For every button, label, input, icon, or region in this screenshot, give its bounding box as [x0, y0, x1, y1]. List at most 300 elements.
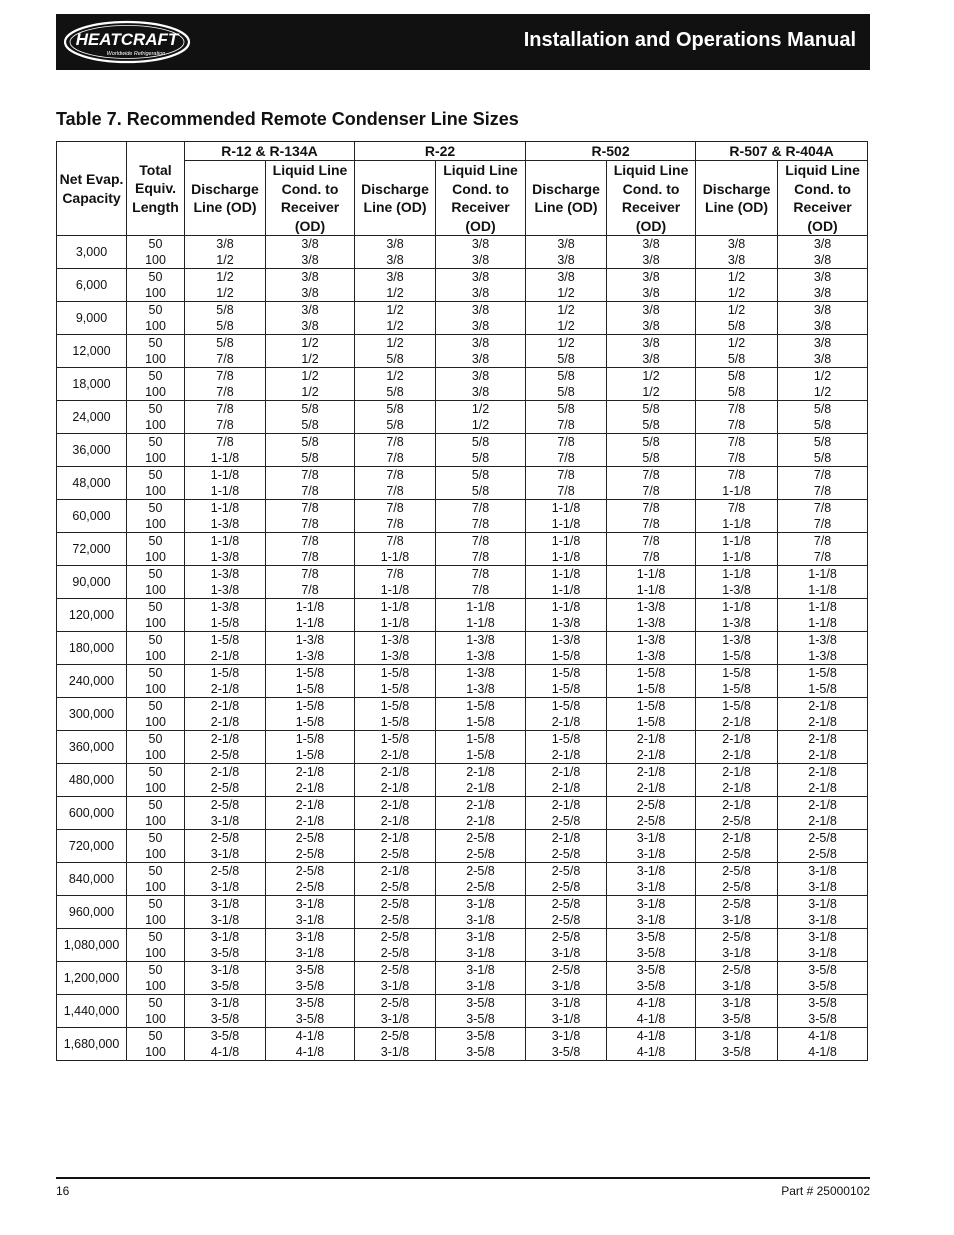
- liquid-line-cell: [778, 467, 868, 500]
- line-size-value: 1-3/8: [466, 649, 495, 664]
- table-row: [57, 1028, 868, 1061]
- footer-divider: [56, 1177, 870, 1179]
- line-size-value: 2-1/8: [380, 781, 410, 796]
- liquid-line-cell: [266, 236, 355, 269]
- length-value: 50: [148, 831, 163, 846]
- line-size-value: 1-3/8: [636, 600, 666, 615]
- line-size-value: 2-1/8: [295, 781, 325, 796]
- line-size-value: 2-5/8: [722, 880, 751, 895]
- length-cell: [127, 797, 185, 830]
- line-size-value: 1-5/8: [722, 666, 751, 681]
- discharge-line-cell: [185, 269, 266, 302]
- length-cell: [127, 929, 185, 962]
- line-size-value: 2-1/8: [636, 732, 666, 747]
- discharge-line-cell: [355, 335, 436, 368]
- line-size-value: 7/8: [386, 451, 404, 466]
- liquid-line-cell: [436, 665, 526, 698]
- line-size-value: 3-1/8: [295, 913, 325, 928]
- line-size-value: 2-1/8: [466, 814, 495, 829]
- line-size-value: 3-1/8: [295, 946, 325, 961]
- discharge-line-cell: [185, 1028, 266, 1061]
- liquid-line-cell: [778, 401, 868, 434]
- discharge-line-cell: [355, 665, 436, 698]
- discharge-line-cell: [355, 698, 436, 731]
- line-size-value: 1-5/8: [636, 682, 666, 697]
- discharge-line-cell: [355, 566, 436, 599]
- line-size-value: 2-1/8: [210, 715, 240, 730]
- line-size-value: 2-1/8: [551, 715, 581, 730]
- length-value: 50: [148, 435, 163, 450]
- discharge-line-cell: [526, 632, 607, 665]
- line-size-value: 2-1/8: [808, 798, 837, 813]
- length-cell: [127, 434, 185, 467]
- discharge-line-cell: [185, 731, 266, 764]
- table-row: [57, 863, 868, 896]
- line-size-value: 5/8: [557, 402, 575, 417]
- line-size-value: 1/2: [471, 402, 490, 417]
- table-row: [57, 896, 868, 929]
- line-size-value: 2-5/8: [808, 831, 837, 846]
- line-size-value: 1-1/8: [210, 484, 240, 499]
- discharge-line-cell: [355, 467, 436, 500]
- line-size-value: 5/8: [216, 336, 234, 351]
- line-size-value: 1-3/8: [210, 550, 240, 565]
- length-cell: [127, 302, 185, 335]
- line-size-value: 4-1/8: [636, 1045, 666, 1060]
- line-size-value: 7/8: [642, 484, 660, 499]
- liquid-line-cell: [778, 434, 868, 467]
- line-size-value: 2-5/8: [380, 847, 410, 862]
- line-size-value: 1/2: [727, 270, 746, 285]
- line-size-value: 7/8: [216, 385, 234, 400]
- line-size-value: 1-1/8: [210, 468, 240, 483]
- length-cell: [127, 665, 185, 698]
- line-size-value: 1-5/8: [808, 666, 837, 681]
- length-value: 100: [145, 1012, 166, 1027]
- line-size-value: 1-5/8: [466, 699, 495, 714]
- length-value: 100: [145, 253, 166, 268]
- liquid-line-cell: [778, 335, 868, 368]
- capacity-cell: 600,000: [57, 797, 127, 830]
- discharge-line-cell: [185, 632, 266, 665]
- line-size-value: 3-1/8: [808, 946, 837, 961]
- line-size-value: 2-5/8: [210, 798, 240, 813]
- line-size-value: 1-5/8: [210, 616, 240, 631]
- discharge-line-cell: [526, 995, 607, 1028]
- discharge-line-cell: [526, 764, 607, 797]
- line-size-value: 1-1/8: [722, 567, 751, 582]
- liquid-line-cell: [778, 500, 868, 533]
- line-size-value: 5/8: [642, 451, 660, 466]
- length-cell: [127, 368, 185, 401]
- line-size-value: 2-1/8: [722, 732, 751, 747]
- discharge-line-cell: [696, 830, 778, 863]
- discharge-line-cell: [526, 896, 607, 929]
- length-cell: [127, 764, 185, 797]
- line-size-value: 7/8: [557, 484, 575, 499]
- discharge-line-cell: [355, 896, 436, 929]
- discharge-line-cell: [185, 533, 266, 566]
- line-size-value: 3-5/8: [808, 996, 837, 1011]
- liquid-line-cell: [607, 929, 696, 962]
- line-size-value: 5/8: [557, 385, 575, 400]
- discharge-line-cell: [185, 599, 266, 632]
- line-size-value: 2-5/8: [466, 864, 495, 879]
- liquid-line-cell: [436, 467, 526, 500]
- liquid-line-cell: [607, 401, 696, 434]
- line-size-value: 2-5/8: [551, 963, 581, 978]
- discharge-line-cell: [185, 863, 266, 896]
- discharge-line-cell: [185, 401, 266, 434]
- discharge-line-cell: [696, 731, 778, 764]
- discharge-line-cell: [696, 368, 778, 401]
- line-size-value: 7/8: [471, 567, 490, 582]
- capacity-cell: 12,000: [57, 335, 127, 368]
- line-size-value: 3-5/8: [210, 1012, 240, 1027]
- table-row: [57, 401, 868, 434]
- line-size-value: 1-5/8: [210, 666, 240, 681]
- discharge-line-cell: [526, 698, 607, 731]
- line-size-value: 1-1/8: [808, 583, 837, 598]
- liquid-line-cell: [266, 368, 355, 401]
- line-size-value: 1-1/8: [551, 567, 581, 582]
- line-size-value: 7/8: [642, 534, 660, 549]
- line-size-value: 3-1/8: [636, 831, 666, 846]
- line-size-value: 3-1/8: [636, 864, 666, 879]
- discharge-line-cell: [696, 1028, 778, 1061]
- length-value: 100: [145, 319, 166, 334]
- liquid-line-cell: [778, 302, 868, 335]
- line-size-value: 7/8: [642, 501, 660, 516]
- line-size-value: 3-5/8: [210, 1029, 240, 1044]
- line-size-value: 3-1/8: [210, 847, 240, 862]
- discharge-line-cell: [185, 236, 266, 269]
- line-size-value: 4-1/8: [636, 1012, 666, 1027]
- discharge-line-cell: [355, 599, 436, 632]
- line-size-value: 3/8: [301, 303, 319, 318]
- line-size-value: 3-1/8: [808, 880, 837, 895]
- line-size-value: 3/8: [813, 253, 832, 268]
- line-size-value: 1/2: [301, 369, 319, 384]
- line-size-value: 4-1/8: [210, 1045, 240, 1060]
- liquid-line-cell: [266, 665, 355, 698]
- line-size-value: 3-1/8: [466, 897, 495, 912]
- line-size-value: 3/8: [471, 253, 490, 268]
- line-size-value: 2-1/8: [636, 748, 666, 763]
- discharge-line-cell: [526, 533, 607, 566]
- length-value: 100: [145, 385, 166, 400]
- line-size-value: 3-5/8: [295, 963, 325, 978]
- line-size-value: 1-1/8: [380, 550, 410, 565]
- capacity-cell: 24,000: [57, 401, 127, 434]
- line-size-value: 3/8: [471, 286, 490, 301]
- line-size-value: 3-5/8: [636, 963, 666, 978]
- length-value: 50: [148, 303, 163, 318]
- line-size-value: 1-1/8: [466, 600, 495, 615]
- liquid-line-cell: [607, 632, 696, 665]
- line-size-value: 1/2: [471, 418, 490, 433]
- line-size-value: 2-5/8: [210, 831, 240, 846]
- line-size-value: 1/2: [813, 385, 832, 400]
- discharge-line-cell: [185, 368, 266, 401]
- length-value: 100: [145, 286, 166, 301]
- line-size-value: 2-5/8: [380, 930, 410, 945]
- liquid-line-cell: [436, 764, 526, 797]
- capacity-cell: 960,000: [57, 896, 127, 929]
- length-value: 100: [145, 583, 166, 598]
- liquid-line-cell: [436, 797, 526, 830]
- discharge-line-cell: [185, 797, 266, 830]
- line-size-value: 5/8: [386, 402, 404, 417]
- line-size-value: 1-1/8: [210, 501, 240, 516]
- discharge-line-cell: [185, 302, 266, 335]
- discharge-line-cell: [526, 401, 607, 434]
- line-size-value: 2-1/8: [722, 798, 751, 813]
- line-size-value: 5/8: [727, 352, 746, 367]
- liquid-line-cell: [266, 335, 355, 368]
- liquid-line-cell: [436, 236, 526, 269]
- length-value: 50: [148, 666, 163, 681]
- line-size-value: 2-1/8: [808, 781, 837, 796]
- discharge-line-cell: [696, 698, 778, 731]
- line-size-value: 4-1/8: [295, 1045, 325, 1060]
- line-size-value: 3-5/8: [808, 1012, 837, 1027]
- line-size-value: 2-5/8: [380, 913, 410, 928]
- length-value: 100: [145, 814, 166, 829]
- line-size-value: 1/2: [557, 319, 575, 334]
- discharge-line-cell: [526, 962, 607, 995]
- table-row: [57, 929, 868, 962]
- length-value: 50: [148, 897, 163, 912]
- line-size-value: 2-5/8: [380, 996, 410, 1011]
- liquid-line-cell: [778, 566, 868, 599]
- liquid-line-cell: [778, 929, 868, 962]
- line-size-value: 2-5/8: [466, 880, 495, 895]
- liquid-line-cell: [607, 599, 696, 632]
- line-size-value: 3-1/8: [722, 996, 751, 1011]
- discharge-line-cell: [696, 533, 778, 566]
- discharge-line-cell: [355, 368, 436, 401]
- line-size-value: 3/8: [813, 237, 832, 252]
- line-size-value: 2-5/8: [210, 748, 240, 763]
- line-size-value: 7/8: [301, 468, 319, 483]
- line-size-value: 2-5/8: [380, 946, 410, 961]
- line-size-value: 1-5/8: [551, 732, 581, 747]
- line-size-value: 2-1/8: [808, 765, 837, 780]
- line-size-value: 5/8: [471, 468, 490, 483]
- line-size-value: 2-1/8: [380, 831, 410, 846]
- liquid-line-cell: [266, 533, 355, 566]
- line-size-value: 7/8: [813, 550, 832, 565]
- discharge-line-cell: [526, 929, 607, 962]
- line-size-value: 3-5/8: [808, 963, 837, 978]
- line-size-value: 5/8: [813, 435, 832, 450]
- line-size-value: 2-1/8: [210, 732, 240, 747]
- line-size-value: 2-1/8: [722, 765, 751, 780]
- line-size-value: 7/8: [386, 567, 404, 582]
- line-size-value: 7/8: [301, 567, 319, 582]
- table-row: [57, 797, 868, 830]
- discharge-line-cell: [355, 302, 436, 335]
- line-size-value: 2-5/8: [722, 930, 751, 945]
- line-size-value: 1-5/8: [295, 732, 325, 747]
- line-size-value: 7/8: [386, 468, 404, 483]
- line-size-value: 7/8: [386, 534, 404, 549]
- line-size-value: 1/2: [386, 303, 404, 318]
- liquid-line-cell: [436, 632, 526, 665]
- length-value: 100: [145, 682, 166, 697]
- header-discharge-line: Discharge Line (OD): [185, 161, 266, 236]
- line-size-value: 2-5/8: [295, 880, 325, 895]
- line-size-value: 3-5/8: [466, 1029, 495, 1044]
- length-value: 100: [145, 946, 166, 961]
- line-size-value: 7/8: [471, 583, 490, 598]
- line-size-value: 2-5/8: [466, 847, 495, 862]
- page-header: [56, 14, 870, 70]
- line-size-value: 1-1/8: [551, 501, 581, 516]
- line-size-value: 3/8: [386, 237, 404, 252]
- liquid-line-cell: [266, 731, 355, 764]
- line-size-value: 3/8: [471, 369, 490, 384]
- line-size-value: 2-1/8: [551, 831, 581, 846]
- line-size-value: 1-3/8: [466, 682, 495, 697]
- line-size-value: 3/8: [471, 336, 490, 351]
- line-size-value: 3-1/8: [210, 880, 240, 895]
- line-size-value: 1-5/8: [380, 682, 410, 697]
- length-cell: [127, 962, 185, 995]
- length-cell: [127, 335, 185, 368]
- line-size-value: 3-5/8: [210, 946, 240, 961]
- line-size-value: 3/8: [557, 253, 575, 268]
- line-size-value: 2-5/8: [295, 847, 325, 862]
- line-size-value: 3/8: [642, 237, 660, 252]
- discharge-line-cell: [355, 995, 436, 1028]
- discharge-line-cell: [696, 467, 778, 500]
- line-size-value: 1/2: [301, 352, 319, 367]
- length-value: 50: [148, 567, 163, 582]
- liquid-line-cell: [607, 566, 696, 599]
- line-size-value: 1/2: [727, 303, 746, 318]
- line-size-value: 5/8: [813, 451, 832, 466]
- line-size-value: 3-1/8: [551, 1012, 581, 1027]
- line-size-value: 7/8: [813, 501, 832, 516]
- line-size-value: 1-3/8: [636, 649, 666, 664]
- length-value: 100: [145, 484, 166, 499]
- line-size-value: 5/8: [727, 319, 746, 334]
- line-size-value: 3-1/8: [636, 913, 666, 928]
- line-size-value: 3-5/8: [636, 979, 666, 994]
- line-size-value: 3/8: [471, 270, 490, 285]
- discharge-line-cell: [185, 830, 266, 863]
- table-row: [57, 335, 868, 368]
- discharge-line-cell: [696, 665, 778, 698]
- line-size-value: 2-5/8: [722, 864, 751, 879]
- discharge-line-cell: [526, 665, 607, 698]
- line-size-value: 1-3/8: [295, 633, 325, 648]
- liquid-line-cell: [266, 797, 355, 830]
- liquid-line-cell: [778, 665, 868, 698]
- line-size-value: 1-3/8: [722, 583, 751, 598]
- line-size-value: 2-1/8: [466, 798, 495, 813]
- line-size-value: 7/8: [216, 352, 234, 367]
- line-size-value: 1-1/8: [636, 567, 666, 582]
- line-size-value: 7/8: [216, 435, 234, 450]
- table-row: [57, 731, 868, 764]
- line-size-value: 7/8: [301, 550, 319, 565]
- line-size-value: 5/8: [727, 369, 746, 384]
- discharge-line-cell: [696, 995, 778, 1028]
- line-size-value: 2-1/8: [466, 765, 495, 780]
- discharge-line-cell: [355, 764, 436, 797]
- line-size-value: 7/8: [216, 418, 234, 433]
- line-size-value: 7/8: [301, 484, 319, 499]
- line-size-value: 2-5/8: [295, 831, 325, 846]
- length-value: 50: [148, 798, 163, 813]
- line-size-value: 2-5/8: [380, 897, 410, 912]
- line-size-value: 1-1/8: [380, 600, 410, 615]
- discharge-line-cell: [526, 566, 607, 599]
- length-value: 50: [148, 402, 163, 417]
- liquid-line-cell: [607, 368, 696, 401]
- discharge-line-cell: [696, 335, 778, 368]
- liquid-line-cell: [436, 368, 526, 401]
- length-cell: [127, 500, 185, 533]
- length-cell: [127, 533, 185, 566]
- line-size-value: 1-3/8: [808, 649, 837, 664]
- line-size-value: 7/8: [557, 435, 575, 450]
- capacity-cell: 480,000: [57, 764, 127, 797]
- discharge-line-cell: [526, 500, 607, 533]
- line-size-value: 5/8: [301, 418, 319, 433]
- line-size-value: 3-5/8: [551, 1045, 581, 1060]
- line-size-value: 7/8: [471, 534, 490, 549]
- line-size-value: 4-1/8: [295, 1029, 325, 1044]
- line-size-value: 1-5/8: [466, 715, 495, 730]
- line-size-value: 3/8: [813, 303, 832, 318]
- line-size-value: 3-1/8: [380, 1012, 410, 1027]
- discharge-line-cell: [185, 764, 266, 797]
- logo-tagline: Worldwide Refrigeration: [106, 51, 166, 57]
- liquid-line-cell: [778, 830, 868, 863]
- line-size-value: 3-1/8: [808, 864, 837, 879]
- line-size-value: 3-1/8: [466, 913, 495, 928]
- header-liquid-line: Liquid Line Cond. to Receiver (OD): [266, 161, 355, 236]
- line-size-value: 1/2: [386, 286, 404, 301]
- line-size-value: 5/8: [216, 319, 234, 334]
- discharge-line-cell: [355, 269, 436, 302]
- line-size-value: 2-5/8: [466, 831, 495, 846]
- discharge-line-cell: [355, 962, 436, 995]
- line-size-value: 1-5/8: [466, 732, 495, 747]
- line-size-value: 3-5/8: [722, 1045, 751, 1060]
- header-group: R-22: [355, 142, 526, 161]
- line-size-value: 1-1/8: [551, 583, 581, 598]
- capacity-cell: 36,000: [57, 434, 127, 467]
- liquid-line-cell: [266, 599, 355, 632]
- line-size-value: 2-1/8: [722, 715, 751, 730]
- liquid-line-cell: [266, 566, 355, 599]
- discharge-line-cell: [526, 863, 607, 896]
- line-size-value: 5/8: [727, 385, 746, 400]
- line-size-value: 1-5/8: [722, 649, 751, 664]
- liquid-line-cell: [266, 995, 355, 1028]
- line-size-value: 1/2: [557, 303, 575, 318]
- table-row: [57, 632, 868, 665]
- capacity-cell: 48,000: [57, 467, 127, 500]
- capacity-cell: 720,000: [57, 830, 127, 863]
- line-size-value: 4-1/8: [808, 1029, 837, 1044]
- length-cell: [127, 269, 185, 302]
